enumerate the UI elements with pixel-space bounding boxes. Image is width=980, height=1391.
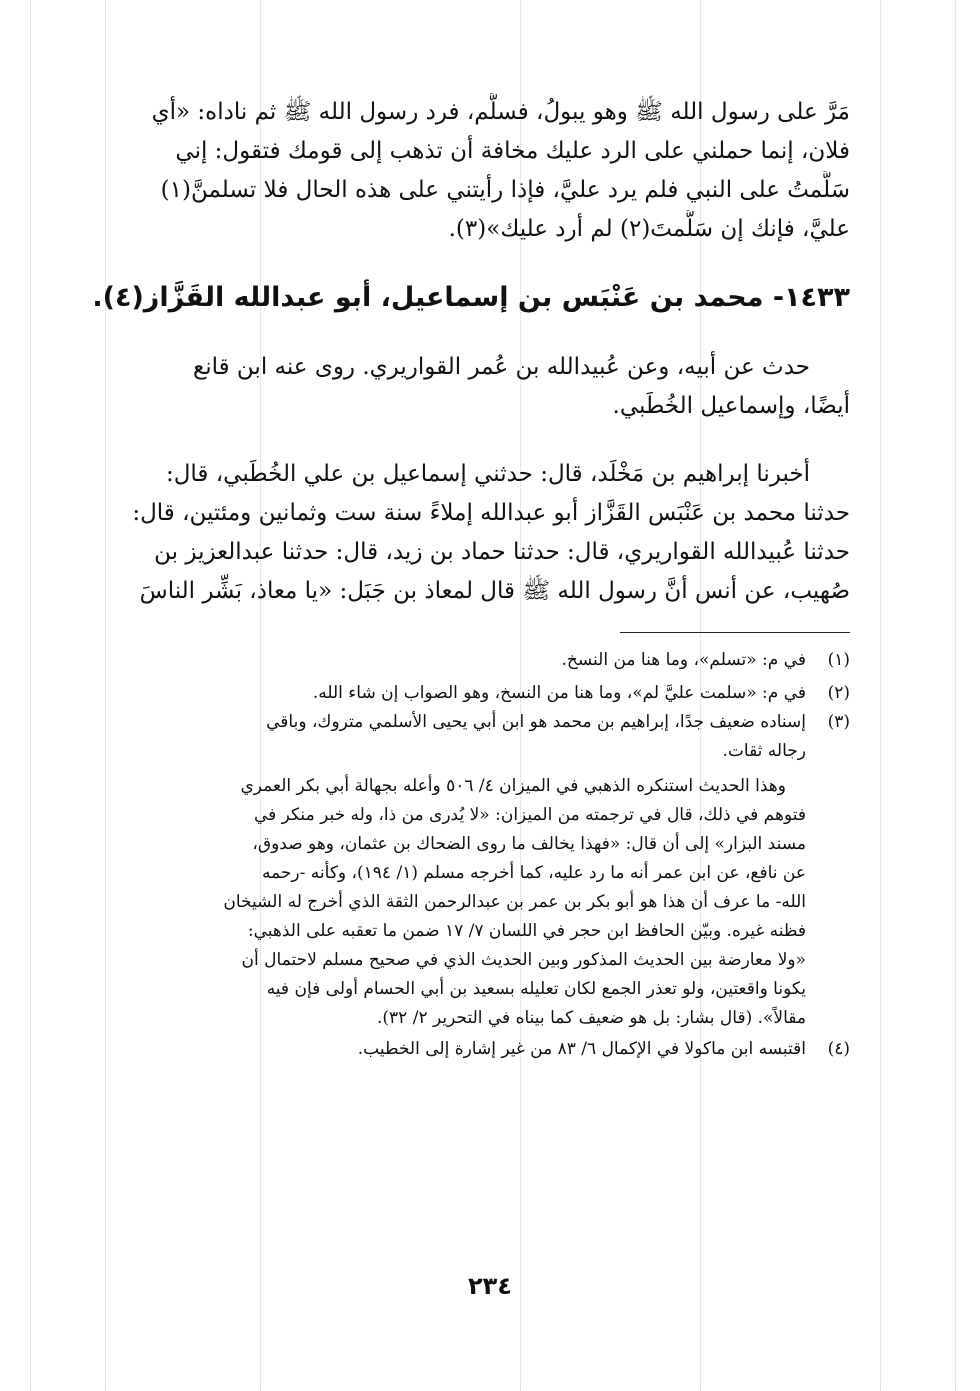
footnote-number: (٣) [827, 712, 850, 732]
footnote-2 [118, 679, 850, 708]
footnotes [118, 646, 850, 1064]
footnote-text: فظنه غيره. وبيّن الحافظ ابن حجر في اللسان ٧/ ١٧ ضمن ما تعقبه على الذهبي: [247, 921, 806, 941]
page-number: ٢٣٤ [468, 1272, 512, 1300]
footnote-separator [620, 632, 850, 633]
footnote-text: في م: «سلمت عليَّ لم»، وما هنا من النسخ، وهو الصواب إن شاء الله. [312, 683, 806, 703]
body-line: أيضًا، وإسماعيل الخُطَبي. [612, 393, 850, 419]
footnote-text: في م: «تسلم»، وما هنا من النسخ. [561, 650, 806, 670]
footnote-text: «ولا معارضة بين الحديث المذكور وبين الحديث الذي في صحيح مسلم لاحتمال أن [241, 950, 806, 970]
footnote-text: وهذا الحديث استنكره الذهبي في الميزان ٤/ ٥٠٦ وأعله بجهالة أبي بكر العمري [240, 776, 786, 796]
scan-guide-line [105, 0, 106, 1391]
footnote-number: (٤) [827, 1039, 850, 1059]
footnote-text: الله- ما عرف أن هذا هو أبو بكر بن عمر بن عبدالرحمن الثقة الذي أخرج له الشيخان [223, 892, 806, 912]
body-line: حدثنا عُبيدالله القواريري، قال: حدثنا حماد بن زيد، قال: حدثنا عبدالعزيز بن [154, 539, 850, 565]
footnote-text: عن نافع، عن ابن عمر أنه ما رد عليه، كما أخرجه مسلم (١/ ١٩٤)، وكأنه -رحمه [261, 863, 806, 883]
footnote-text: مسند البزار» إلى أن قال: «فهذا يخالف ما روى الضحاك بن عثمان، وهو صدوق، [252, 834, 806, 854]
scan-guide-line [955, 0, 956, 1391]
body-line: عليَّ، فإنك إن سَلَّمتَ(٢) لم أرد عليك»(٣). [448, 216, 850, 242]
footnote-text: رجاله ثقات. [722, 741, 806, 761]
body-line: حدثنا محمد بن عَنْبَس القَزَّاز أبو عبدالله إملاءً سنة ست وثمانين ومئتين، قال: [132, 500, 850, 526]
footnote-text: فتوهم في ذلك، قال في ترجمته من الميزان: «لا يُدرى من ذا، وله خبر منكر في [253, 805, 806, 825]
footnote-text: يكونا واقعتين، ولو تعذر الجمع لكان تعليله بسعيد بن أبي الحسام أولى فإن فيه [266, 979, 806, 999]
body-line: مَرَّ على رسول الله ﷺ وهو يبولُ، فسلَّم، فرد رسول الله ﷺ ثم ناداه: «أي [151, 99, 850, 125]
footnote-text: مقالاً». (قال بشار: بل هو ضعيف كما بيناه في التحرير ٢/ ٣٢). [376, 1008, 806, 1028]
body-line: صُهيب، عن أنس أنَّ رسول الله ﷺ قال لمعاذ بن جَبَل: «يا معاذ، بَشِّر الناسَ [139, 578, 850, 604]
body-text-top [118, 93, 850, 249]
footnote-number: (٢) [827, 683, 850, 703]
body-line: حدث عن أبيه، وعن عُبيدالله بن عُمر القواريري. روى عنه ابن قانع [192, 354, 810, 380]
footnote-text: إسناده ضعيف جدًا، إبراهيم بن محمد هو ابن أبي يحيى الأسلمي متروك، وباقي [266, 712, 806, 732]
footnote-3-commentary [118, 772, 850, 1033]
footnote-1 [118, 646, 850, 675]
paragraph-biography [118, 348, 850, 426]
footnote-number: (١) [827, 650, 850, 670]
body-line: سَلَّمتُ على النبي فلم يرد عليَّ، فإذا رأيتني على هذه الحال فلا تسلمنَّ(١) [160, 177, 850, 203]
entry-heading: ١٤٣٣- محمد بن عَنْبَس بن إسماعيل، أبو عبدالله القَزَّاز(٤). [92, 282, 850, 313]
footnote-3 [118, 708, 850, 737]
scan-guide-line [880, 0, 881, 1391]
body-line: أخبرنا إبراهيم بن مَخْلَد، قال: حدثني إسماعيل بن علي الخُطَبي، قال: [165, 461, 810, 487]
footnote-4 [118, 1035, 850, 1064]
paragraph-isnad [118, 455, 850, 611]
body-line: فلان، إنما حملني على الرد عليك مخافة أن تذهب إلى قومك فتقول: إني [175, 138, 850, 164]
footnote-text: اقتبسه ابن ماكولا في الإكمال ٦/ ٨٣ من غير إشارة إلى الخطيب. [357, 1039, 806, 1059]
scan-guide-line [30, 0, 31, 1391]
